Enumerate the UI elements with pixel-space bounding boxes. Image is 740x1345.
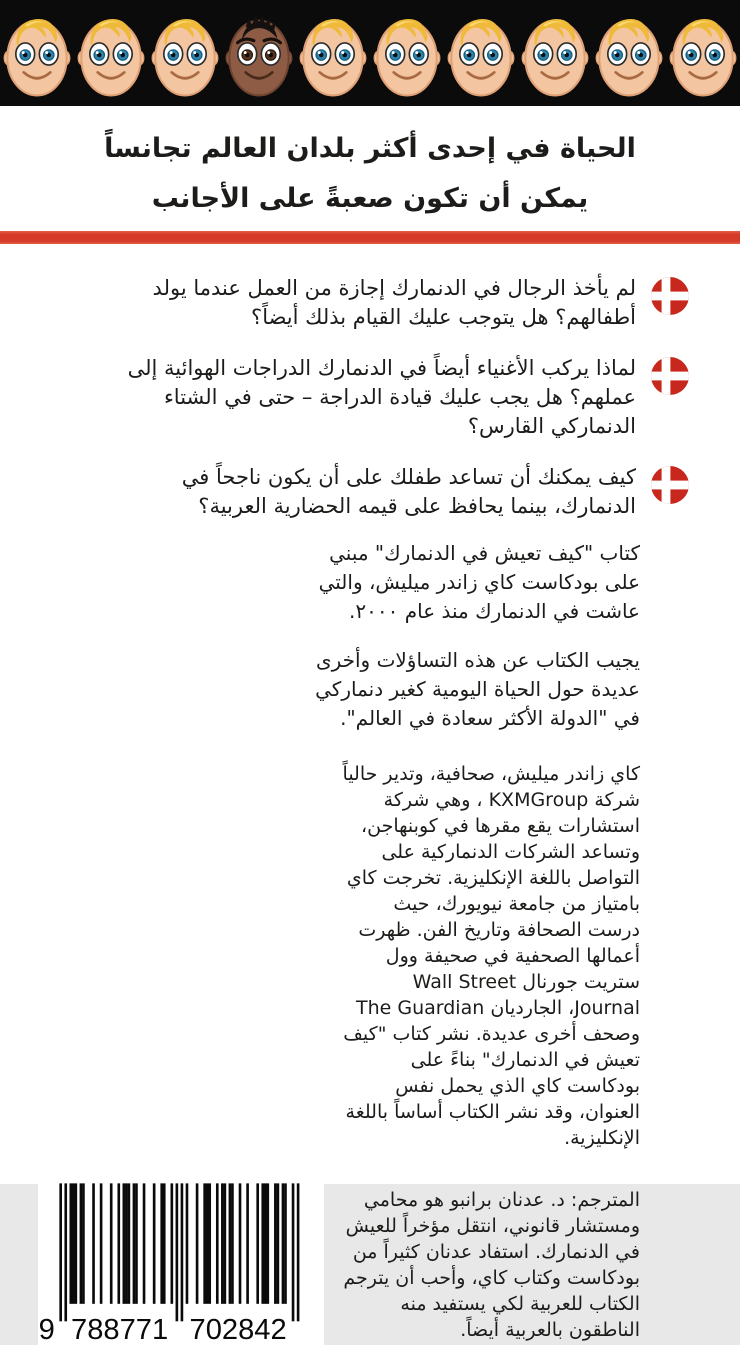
description-paragraphs (0, 539, 640, 733)
red-stripe (0, 231, 740, 244)
bullet-text: لم يأخذ الرجال في الدنمارك إجازة من العمل عندما يولد أطفالهم؟ هل يتوجب عليك القيام بذلك أيضاً؟ (152, 276, 636, 329)
svg-text:788771: 788771 (71, 1313, 169, 1345)
boy-face-light-icon (670, 10, 736, 98)
boy-face-light-icon (596, 10, 662, 98)
description-paragraph: يجيب الكتاب عن هذه التساؤلات وأخرى عديدة حول الحياة اليومية كغير دنماركي في "الدولة الأكثر سعادة في العالم". (315, 648, 640, 730)
description-paragraph: كتاب "كيف تعيش في الدنمارك" مبني على بودكاست كاي زاندر ميليش، والتي عاشت في الدنمارك منذ عام ٢٠٠٠. (318, 541, 640, 623)
headline-line-2: يمكن أن تكون صعبةً على الأجانب (151, 183, 589, 214)
bullet-item (100, 354, 690, 441)
headline-line-1: الحياة في إحدى أكثر بلدان العالم تجانساً (104, 133, 636, 164)
danish-flag-icon (650, 276, 690, 316)
boy-face-light-icon (300, 10, 366, 98)
bullet-text: لماذا يركب الأغنياء أيضاً في الدنمارك الدراجات الهوائية إلى عملهم؟ هل يجب عليك قيادة الدراجة – حتى في الشتاء الدنماركي القارس؟ (127, 356, 636, 438)
danish-flag-icon (650, 356, 690, 396)
isbn-digits (39, 1314, 287, 1345)
boy-face-light-icon (4, 10, 70, 98)
author-bio: كاي زاندر ميليش، صحافية، وتدير حالياً شركة KXMGroup ، وهي شركة استشارات يقع مقرها في كوبنهاجن، وتساعد الشركات الدنماركية على التواصل باللغة الإنكليزية. تخرجت كاي بامتياز من جامعة نيويورك، حيث درست الصحافة وتاريخ الفن. ظهرت أعمالها الصحفية في صحيفة وول ستريت جورنال Wall Street Journal، الجارديان The Guardian وصحف أخرى عديدة. نشر كتاب "كيف تعيش في الدنمارك" بناءً على بودكاست كاي الذي يحمل نفس العنوان، وقد نشر الكتاب أساساً باللغة الإنكليزية. (342, 763, 640, 1149)
boy-face-light-icon (78, 10, 144, 98)
bullet-item (100, 463, 690, 521)
boy-face-light-icon (522, 10, 588, 98)
bottom-section (0, 1183, 740, 1345)
ean-barcode-icon (38, 1183, 310, 1345)
faces-banner (0, 0, 740, 106)
bullet-text: كيف يمكنك أن تساعد طفلك على أن يكون ناجحاً في الدنمارك، بينما يحافظ على قيمه الحضارية العربية؟ (181, 465, 636, 518)
boy-face-light-icon (152, 10, 218, 98)
boy-face-light-icon (448, 10, 514, 98)
svg-text:9: 9 (38, 1313, 55, 1345)
svg-text:702842: 702842 (189, 1313, 287, 1345)
barcode-image (38, 1183, 324, 1345)
danish-flag-icon (650, 465, 690, 505)
boy-face-light-icon (374, 10, 440, 98)
headline (0, 124, 740, 224)
bullet-item (100, 274, 690, 332)
translator-note: المترجم: د. عدنان برانبو هو محامي ومستشار قانوني، انتقل مؤخراً للعيش في الدنمارك. استفاد عدنان كثيراً من بودكاست وكتاب كاي، وأحب أن يترجم الكتاب للعربية لكي يستفيد منه الناطقون بالعربية أيضاً. (343, 1189, 640, 1341)
boy-face-dark-icon (226, 10, 292, 98)
bullet-questions (100, 274, 690, 521)
